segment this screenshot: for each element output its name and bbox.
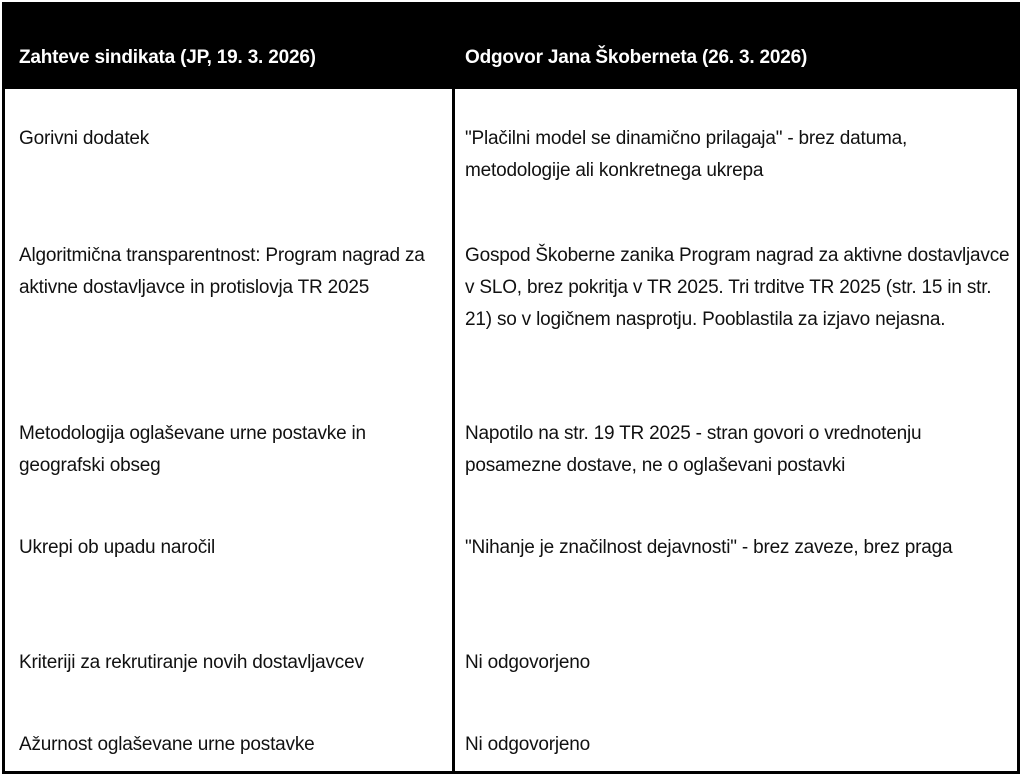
- row-4-response: "Nihanje je značilnost dejavnosti" - brez zaveze, brez praga: [465, 537, 953, 558]
- row-1-demand: Gorivni dodatek: [19, 128, 150, 149]
- row-3-demand: Metodologija oglaševane urne postavke in geografski obseg: [19, 423, 366, 476]
- row-2-response: Gospod Škoberne zanika Program nagrad za aktivne dostavljavce v SLO, brez pokritja v TR 2025. Tri trditve TR 2025 (str. 15 in str. 21) so v logičnem nasprotju. Pooblastila za izjavo nejasna.: [465, 245, 1010, 330]
- header-response: Odgovor Jana Škoberneta (26. 3. 2026): [465, 47, 808, 68]
- row-6-response: Ni odgovorjeno: [465, 734, 591, 755]
- table-header: [5, 5, 1017, 89]
- row-4-demand: Ukrepi ob upadu naročil: [19, 537, 216, 558]
- row-6-demand: Ažurnost oglaševane urne postavke: [19, 734, 315, 755]
- row-1-response: "Plačilni model se dinamično prilagaja" - brez datuma, metodologije ali konkretnega ukrepa: [465, 128, 908, 181]
- column-divider: [452, 89, 455, 771]
- row-2-demand: Algoritmična transparentnost: Program nagrad za aktivne dostavljavce in protislovja TR 2025: [19, 245, 425, 298]
- row-3-response: Napotilo na str. 19 TR 2025 - stran govori o vrednotenju posamezne dostave, ne o oglaševani postavki: [465, 423, 922, 476]
- comparison-table: [2, 2, 1020, 774]
- header-demands: Zahteve sindikata (JP, 19. 3. 2026): [19, 47, 316, 68]
- row-5-response: Ni odgovorjeno: [465, 652, 591, 673]
- row-5-demand: Kriteriji za rekrutiranje novih dostavljavcev: [19, 652, 364, 673]
